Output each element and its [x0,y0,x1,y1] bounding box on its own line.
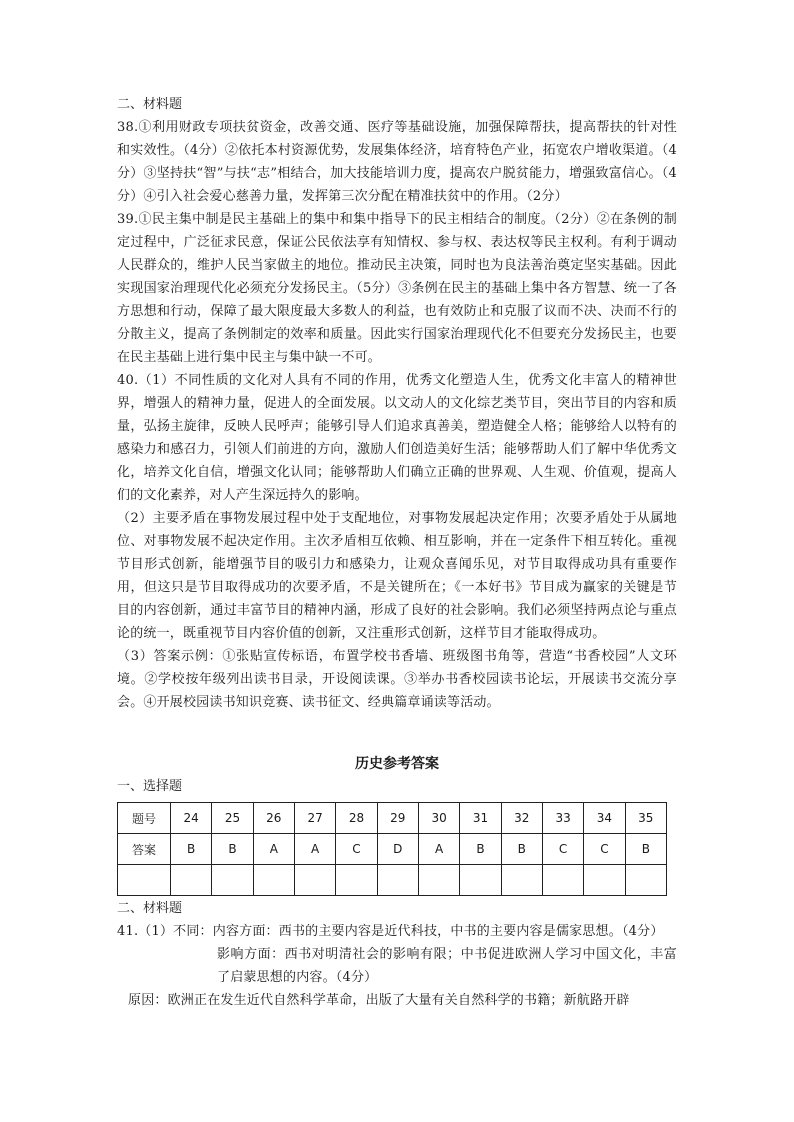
answer-cell: A [418,834,459,865]
empty-cell [542,865,583,896]
question-number: 30 [418,803,459,834]
q40-part2-answer: （2）主要矛盾在事物发展过程中处于支配地位，对事物发展起决定作用；次要矛盾处于从属地位、对事物发展不起决定作用。主次矛盾相互依赖、相互影响，并在一定条件下相互转化。重视节目形式创新，能增强节目的吸引力和感染力，让观众喜闻乐见，对节目取得成功具有重要作用，但这只是节目取得成功的次要矛盾，不是关键所在；《一本好书》节目成为赢家的关键是节目的内容创新，通过丰富节目的精神内涵，形成了良好的社会影响。我们必须坚持两点论与重点论的统一，既重视节目内容价值的创新，又注重形式创新，这样节目才能取得成功。 [117,511,677,641]
question-number: 34 [584,803,625,834]
empty-cell [418,865,459,896]
politics-section2-title: 二、材料题 [117,97,183,112]
empty-cell [212,865,253,896]
question-number: 31 [460,803,501,834]
empty-row [118,865,667,896]
q39-answer: 39.①民主集中制是民主基础上的集中和集中指导下的民主相结合的制度。（2分）②在条例的制定过程中，广泛征求民意，保证公民依法享有知情权、参与权、表达权等民主权利。有利于调动人民群众的，维护人民当家做主的地位。推动民主决策，同时也为良法善治奠定坚实基础。因此实现国家治理现代化必须充分发扬民主。（5分）③条例在民主的基础上集中各方智慧、统一了各方思想和行动，保障了最大限度最大多数人的利益，也有效防止和克服了议而不决、决而不行的分散主义，提高了条例制定的效率和质量。因此实行国家治理现代化不但要充分发扬民主，也要在民主基础上进行集中民主与集中缺一不可。 [117,212,677,365]
q40-part3-answer: （3）答案示例：①张贴宣传标语，布置学校书香墙、班级图书角等，营造“书香校园”人文环境。②学校按年级列出读书目录，开设阅读课。③举办书香校园读书论坛，开展读书交流分享会。④开展校园读书知识竞赛、读书征文、经典篇章诵读等活动。 [117,649,677,710]
question-number: 32 [501,803,542,834]
answer-cell: B [625,834,666,865]
empty-cell [294,865,335,896]
empty-cell [377,865,418,896]
empty-cell [501,865,542,896]
answer-cell: C [542,834,583,865]
empty-cell [253,865,294,896]
answer-cell: B [501,834,542,865]
question-number: 26 [253,803,294,834]
answer-cell: D [377,834,418,865]
q38-answer: 38.①利用财政专项扶贫资金，改善交通、医疗等基础设施，加强保障帮扶，提高帮扶的针对性和实效性。（4分）②依托本村资源优势，发展集体经济，培育特色产业，拓宽农户增收渠道。（4分）③坚持扶“智”与扶“志”相结合，加大技能培训力度，提高农户脱贫能力，增强致富信心。（4分）④引入社会爱心慈善力量，发挥第三次分配在精准扶贫中的作用。（2分） [117,120,677,204]
empty-cell [460,865,501,896]
answer-cell: A [294,834,335,865]
empty-cell [336,865,377,896]
row-label-number: 题号 [118,803,171,834]
answer-table [117,802,667,896]
empty-cell [118,865,171,896]
question-number-row [118,803,667,834]
answer-cell: C [584,834,625,865]
answer-cell: C [336,834,377,865]
row-label-answer: 答案 [118,834,171,865]
q41-part1-difference: 41.（1）不同：内容方面：西书的主要内容是近代科技，中书的主要内容是儒家思想。（4分） [117,924,664,939]
empty-cell [171,865,212,896]
q41-part1-influence: 影响方面：西书对明清社会的影响有限；中书促进欧洲人学习中国文化，丰富了启蒙思想的内容。（4分） [217,947,677,985]
answer-cell: A [253,834,294,865]
q40-part1-answer: 40.（1）不同性质的文化对人具有不同的作用，优秀文化塑造人生，优秀文化丰富人的精神世界，增强人的精神力量，促进人的全面发展。以文动人的文化综艺类节目，突出节目的内容和质量，弘扬主旋律，反映人民呼声；能够引导人们追求真善美，塑造健全人格；能够给人以特有的感染力和感召力，引领人们前进的方向，激励人们创造美好生活；能够帮助人们了解中华优秀文化，培养文化自信，增强文化认同；能够帮助人们确立正确的世界观、人生观、价值观，提高人们的文化素养，对人产生深远持久的影响。 [117,373,677,503]
answer-page [117,92,677,1012]
question-number: 25 [212,803,253,834]
history-answer-title: 历史参考答案 [355,756,439,772]
answer-row [118,834,667,865]
question-number: 28 [336,803,377,834]
empty-cell [584,865,625,896]
question-number: 33 [542,803,583,834]
answer-cell: B [212,834,253,865]
empty-cell [625,865,666,896]
question-number: 35 [625,803,666,834]
answer-cell: B [171,834,212,865]
question-number: 24 [171,803,212,834]
question-number: 27 [294,803,335,834]
q41-part1-reason: 原因：欧洲正在发生近代自然科学革命，出版了大量有关自然科学的书籍；新航路开辟 [128,993,630,1008]
question-number: 29 [377,803,418,834]
answer-cell: B [460,834,501,865]
history-section2-title: 二、材料题 [117,901,183,916]
history-section1-title: 一、选择题 [117,779,183,794]
